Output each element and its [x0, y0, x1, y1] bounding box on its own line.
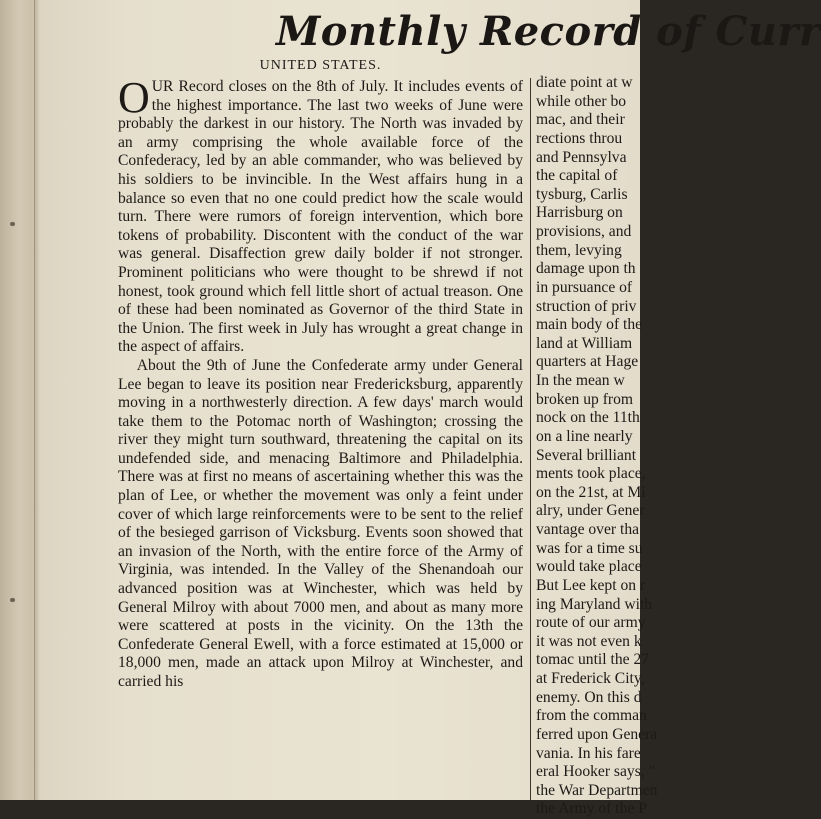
masthead-title: Monthly Record of Curr	[276, 8, 821, 55]
page-binding-gutter	[0, 0, 35, 800]
section-heading: UNITED STATES.	[259, 58, 382, 73]
column-text-line: enemy. On this d	[536, 688, 642, 706]
column-text-line: from the comman	[536, 707, 647, 725]
column-text-line: In the mean w	[536, 372, 625, 389]
column-text-line: quarters at Hage	[536, 353, 639, 371]
article-paragraph: About the 9th of June the Confederate army under General Lee began to leave its position near Fredericksburg, apparently moving in a northwesterly direction. A few days' march would take them to the Potomac north of Washington; crossing the river they might turn southward, threatening the capital on its undefended side, and menacing Baltimore and Philadelphia. There was at first no means of ascertaining whether this was the plan of Lee, or whether the movement was only a feint under cover of which large reinforcements were to be sent to the relief of the besieged garrison of Vicksburg. Events soon showed that an invasion of the North, with the entire force of the Army of Virginia, was intended. In the Valley of the Shenandoah our advanced position was at Winchester, which was held by General Milroy with about 7000 men, and about as many more were scattered at posts in the vicinity. On the 13th the Confederate General Ewell, with a force estimated at 15,000 or 18,000 men, made an attack upon Milroy at Winchester, and carried his	[118, 356, 523, 690]
column-text-line: tomac until the 27	[536, 651, 650, 669]
drop-cap: O	[118, 73, 150, 122]
paragraph-text: UR Record closes on the 8th of July. It includes events of the highest importance. The last two weeks of June were probably the darkest in our history. The North was invaded by an army comprising the whole available force of the Confederacy, led by an able commander, who was believed by his soldiers to be invincible. In the West affairs hung in a balance so even that no one could predict how the scale would turn. There were rumors of foreign intervention, which bore tokens of probability. Discontent with the conduct of the war was general. Disaffection grew daily bolder if not stronger. Prominent politicians who were thought to be shrewd if not honest, took ground which fell little short of actual treason. One of these had been nominated as Governor of the third State in the Union. The first week in July has wrought a great change in the aspect of affairs.	[118, 78, 523, 356]
column-text-line: the capital of	[536, 167, 618, 185]
column-text-line: at Frederick City,	[536, 670, 645, 687]
column-text-line: ing Maryland with	[536, 595, 653, 613]
column-text-line: provisions, and	[536, 223, 632, 240]
column-text-line: tysburg, Carlis	[536, 185, 628, 203]
right-article-column	[536, 74, 706, 819]
column-text-line: ferred upon Genera	[536, 725, 658, 743]
binding-mark	[10, 598, 15, 602]
column-text-line: broken up from	[536, 390, 634, 408]
column-text-line: was for a time su	[536, 539, 643, 557]
column-text-line: But Lee kept on r	[536, 576, 646, 594]
column-text-line: would take place	[536, 558, 642, 576]
column-text-line: them, levying	[536, 241, 622, 259]
column-text-line: vantage over tha	[536, 521, 640, 538]
column-text-line: while other bo	[536, 92, 627, 110]
column-text-line: on the 21st, at Mi	[536, 483, 646, 501]
column-rule	[530, 78, 531, 800]
column-text-line: the Army of the P	[536, 800, 647, 818]
column-text-line: it was not even k	[536, 632, 642, 650]
column-text-line: on a line nearly	[536, 427, 633, 445]
column-text-line: land at William	[536, 334, 633, 352]
column-text-line: route of our army	[536, 614, 646, 632]
binding-mark	[10, 222, 15, 226]
column-text-line: alry, under Gener	[536, 502, 645, 520]
column-text-line: mac, and their	[536, 111, 625, 129]
article-paragraph	[118, 73, 523, 357]
column-text-line: damage upon th	[536, 260, 636, 278]
column-text-line: Harrisburg on	[536, 204, 623, 222]
column-text-line: the War Departmen	[536, 781, 658, 799]
left-article-column	[118, 58, 523, 692]
binding-shadow	[34, 0, 40, 800]
column-text-line: vania. In his fare	[536, 744, 641, 762]
column-text-line: nock on the 11th	[536, 409, 640, 427]
column-text-line: in pursuance of	[536, 278, 633, 296]
column-text-line: ments took place,	[536, 465, 646, 483]
column-text-line: main body of the	[536, 316, 643, 334]
column-text-line: diate point at w	[536, 74, 633, 91]
column-text-line: Several brilliant	[536, 446, 637, 464]
column-text-line: and Pennsylva	[536, 148, 627, 166]
column-text-line: rections throu	[536, 129, 623, 147]
column-text-line: eral Hooker says, "	[536, 763, 655, 781]
column-text-line: struction of priv	[536, 297, 637, 315]
